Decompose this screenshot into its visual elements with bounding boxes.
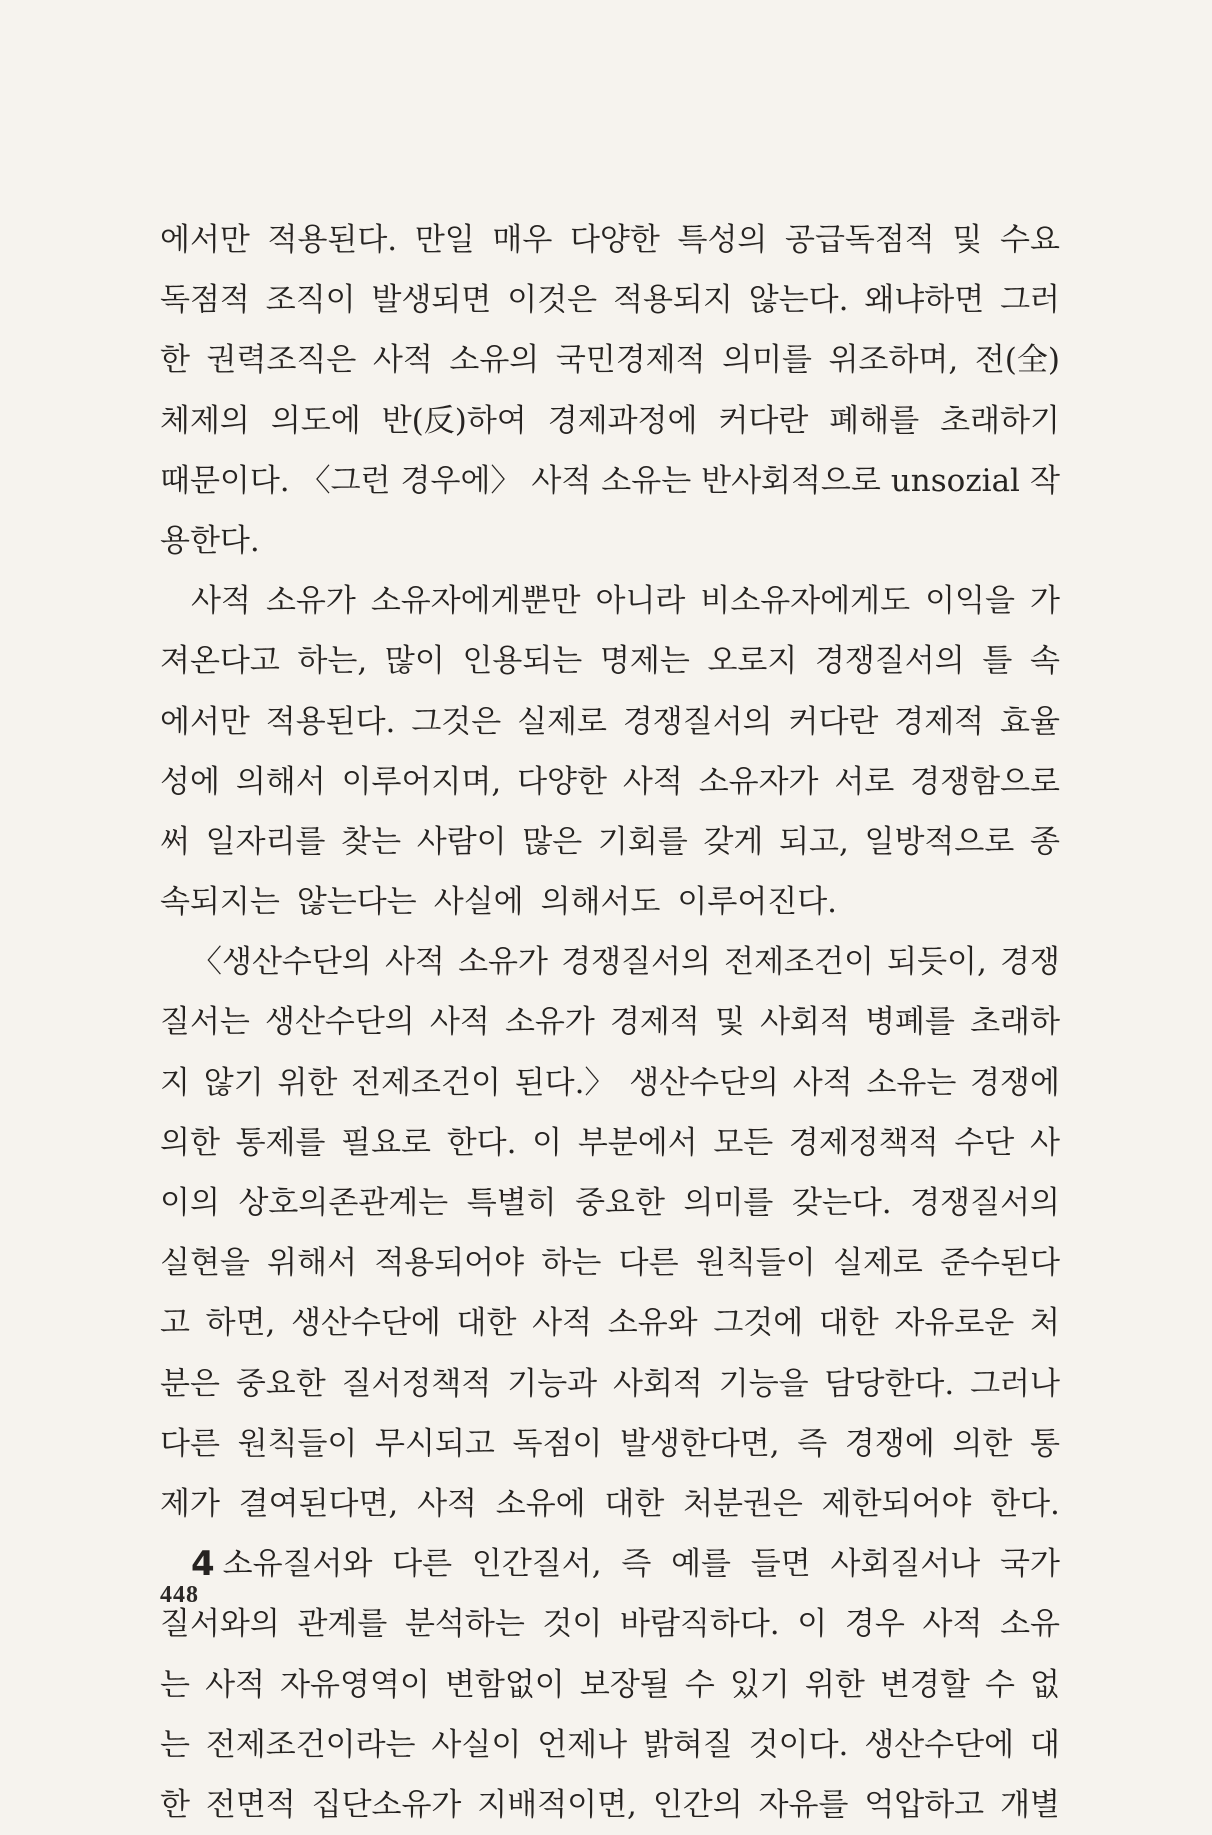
word: 소유는 [601,462,692,499]
word: 않는다. [748,282,849,319]
word: 소유 [1000,1606,1060,1643]
word: 경쟁에 [970,1064,1060,1101]
word: 질서는 [160,1004,250,1041]
word: 하는, [297,643,368,680]
word: 경우 [844,1606,905,1643]
word: 이 [532,1124,563,1161]
word: 자유영역이 [280,1666,430,1703]
word: 경제정책적 [788,1124,939,1161]
word: 지배적이면, [477,1786,637,1823]
word: 의해서 [235,763,326,800]
word: 부분에서 [577,1124,698,1161]
word: 처분권은 [683,1485,803,1522]
word: 다양한 [569,222,660,258]
word: 명제는 [599,643,690,680]
word: 경제적 [894,703,985,740]
word: 특성의 [677,222,768,258]
word: 사적 [922,1606,983,1643]
word: 〈생산수단의 [191,944,372,981]
text-line [160,1354,1060,1414]
word: 소유가 [458,944,548,981]
word: 비소유자에게도 [700,583,911,620]
word: 경우에〉 [400,462,522,499]
word: 적용된다. [265,703,396,740]
word: 경쟁질서의 [561,944,711,981]
word: 위한 [277,1064,338,1101]
word: 사적 [792,1064,853,1101]
word: 사적 [429,1004,490,1041]
word: 것이다. [748,1726,849,1763]
word: 사적 [384,944,445,981]
word: 효율 [1000,703,1060,740]
word: 다른 [160,1425,220,1462]
word: 대한 [456,1305,517,1342]
word: 그러 [1000,282,1060,319]
word: 〈그런 [299,462,391,499]
word: 의한 [160,1124,220,1161]
word: 다른 [392,1546,453,1583]
word: 경쟁질서의 [910,1185,1060,1221]
word: 발생한다면, [620,1425,780,1462]
word: 경쟁 [1000,944,1060,981]
section-first-line [160,1534,1060,1594]
word: 관계를 [297,1606,388,1643]
word: 이것은 [507,282,598,319]
word: 및 [714,1004,745,1041]
word: 적용되어야 [374,1245,525,1282]
word: 않기 [203,1064,264,1101]
word: 경쟁에 [844,1425,935,1462]
word: 갖게 [703,823,764,860]
word: 하는 [541,1245,602,1282]
word: 병폐를 [865,1004,955,1041]
word: 경쟁질서의 [814,643,965,680]
word: 이익을 [925,583,1015,620]
word: 것이 [542,1606,603,1643]
word: 특별히 [466,1185,557,1221]
word: 고 [160,1305,190,1342]
word: 국가 [1000,1546,1060,1583]
word: 생산수단의 [629,1064,779,1101]
word: 에서만 [160,703,250,740]
word: 권력조직은 [206,342,357,379]
word: 사적 [417,1485,477,1522]
text-line [160,1414,1060,1474]
word: 실제로 [833,1245,923,1282]
word: 인용되는 [462,643,583,680]
word: 자유를 [758,1786,849,1823]
word: 다른 [618,1245,679,1282]
word: 보장될 [579,1666,670,1703]
word: 이 [797,1606,828,1643]
word: 필요로 [341,1124,431,1161]
word: 전제조건이라는 [205,1726,416,1763]
word: 실제로 [517,703,607,740]
word: 인간질서, [471,1546,602,1583]
word: 한다. [990,1485,1060,1522]
text-line [160,1775,1060,1835]
word: 발생되면 [371,282,492,319]
word: 적용되지 [613,282,733,319]
word: 소유자에게뿐만 [370,583,581,620]
word: 한다. [446,1124,517,1161]
word: 수 [684,1666,715,1703]
word: 원칙들이 [237,1425,358,1462]
text-line [160,752,1060,812]
word: 한 [160,1786,190,1823]
text-line [160,812,1060,872]
word: 위한 [804,1666,865,1703]
text-line [160,692,1060,752]
word: 는 [160,1666,190,1703]
word: 즉 [797,1425,828,1462]
word: 사적 [622,763,683,800]
word: 그것에 [713,1305,804,1342]
word: 경제적 [609,1004,700,1041]
word: 에서만 [160,222,250,258]
word: 때문이다. [160,462,290,499]
text-line [160,872,1060,932]
word: 체제의 [160,402,250,439]
text-line [160,330,1060,390]
word: 만일 [414,222,475,258]
word: 소유의 [449,342,540,379]
word: 이의 [160,1185,220,1221]
text-line [160,1715,1060,1775]
text-line [160,1474,1060,1534]
word: 수요 [1000,222,1060,258]
text-line [160,571,1060,631]
word: 의미를 [722,342,812,379]
word: 가 [1029,583,1060,620]
word: 소유자가 [698,763,819,800]
word: 갖는다. [791,1185,892,1221]
word: 전제조건이 [724,944,874,981]
word: 한 [160,342,190,379]
text-line [160,1113,1060,1173]
word: 아니라 [595,583,686,620]
word: 많이 [384,643,445,680]
word: 대 [1030,1726,1060,1763]
word: 수단 [954,1124,1015,1161]
word: 있기 [729,1666,790,1703]
word: 실현을 [160,1245,250,1282]
word: 되고, [779,823,849,860]
word: 공급독점적 [785,222,935,258]
word: 사람이 [416,823,507,860]
word: 대한 [604,1485,665,1522]
text-line [160,270,1060,330]
word: 집단소유가 [311,1786,462,1823]
word: 는 [160,1726,190,1763]
word: 의도에 [270,402,361,439]
word: 무시되고 [375,1425,495,1462]
word: 속 [1030,643,1060,680]
word: 지 [160,1064,190,1101]
word: 경제과정에 [547,402,698,439]
word: 통 [1030,1425,1060,1462]
word: 생산수단에 [864,1726,1015,1763]
word: 결여된다면, [238,1485,399,1522]
word: 국민경제적 [555,342,706,379]
word: 의미를 [683,1185,774,1221]
word: 기능과 [507,1365,598,1402]
body-text [160,210,1060,1835]
word: 그러나 [970,1365,1060,1402]
word: 전면적 [205,1786,296,1823]
word: 사적 [532,1305,593,1342]
word: 초래하기 [940,402,1060,439]
word: 모든 [713,1124,774,1161]
word: 개별 [1000,1786,1060,1823]
word: 오로지 [707,643,798,680]
word: 반사회적으로 [701,462,881,499]
word: 사회질서나 [830,1546,981,1583]
word: 중요한 [575,1185,665,1221]
word: 없 [1030,1666,1060,1703]
word: 언제나 [537,1726,628,1763]
word: 위조하며, [828,342,959,379]
text-line [160,1173,1060,1233]
word: 경쟁함으로 [910,763,1060,800]
word: 제한되어야 [821,1485,972,1522]
word: unsozial [890,462,1020,499]
word: 기능을 [718,1365,809,1402]
word: 대한 [818,1305,879,1342]
word: 들면 [750,1546,811,1583]
word: 중요한 [235,1365,326,1402]
word: 인간의 [652,1786,743,1823]
word: 반(反)하여 [381,402,527,439]
word: 초래하 [970,1004,1060,1041]
word: 이루어지며, [341,763,502,800]
word: 및 [952,222,983,258]
page-number: 448 [160,1582,199,1608]
text-line [160,1293,1060,1353]
word: 예를 [671,1546,731,1583]
word: 사 [1029,1124,1060,1161]
text-line [160,451,1060,511]
word: 질서정책적 [341,1365,492,1402]
word: 서로 [834,763,895,800]
word: 자유로운 [894,1305,1015,1342]
word: 변함없이 [444,1666,565,1703]
word: 커다란 [718,402,809,439]
word: 그것은 [411,703,502,740]
word: 일자리를 [205,823,326,860]
word: 하면, [205,1305,276,1342]
word: 사적 [372,342,433,379]
word: 사적 [205,1666,265,1703]
word: 많은 [522,823,583,860]
word: 소유에 [495,1485,586,1522]
word: 져온다고 [160,643,280,680]
word: 전제조건이 [351,1064,501,1101]
word: 생산수단에 [291,1305,441,1342]
word: 억압하고 [864,1786,985,1823]
word: 분은 [160,1365,220,1402]
word: 독점이 [512,1425,603,1462]
section-number: 4 [191,1544,215,1585]
word: 준수된다 [940,1245,1060,1282]
word: 질서와의 [160,1606,280,1643]
text-line [160,1053,1060,1113]
word: 왜냐하면 [864,282,985,319]
word: 커다란 [788,703,879,740]
word: 소유는 [866,1064,957,1101]
word: 다양한 [517,763,607,800]
word: 않는다는 [296,884,417,921]
word: 소유와 [607,1305,698,1342]
word: 의한 [952,1425,1013,1462]
word: 작 [1029,462,1060,499]
text-line [160,1655,1060,1715]
word: 상호의존관계는 [238,1185,449,1221]
word: 찾는 [341,823,402,860]
word: 소유질서와 [222,1546,373,1583]
word: 사적 [531,462,592,499]
word: 경쟁질서의 [622,703,773,740]
text-line [160,1594,1060,1654]
word: 밝혀질 [642,1726,733,1763]
word: 사적 [191,583,251,620]
word: 틀 [982,643,1013,680]
text-line [223,1534,1060,1594]
word: 위해서 [267,1245,358,1282]
text-line [160,511,1060,571]
word: 변경할 [880,1666,970,1703]
word: 사회적 [760,1004,850,1041]
text-line [160,1233,1060,1293]
word: 사회적 [613,1365,703,1402]
text-line [160,932,1060,992]
word: 성에 [160,763,220,800]
word: 된다.〉 [514,1064,616,1101]
word: 생산수단의 [265,1004,415,1041]
word: 바람직하다. [620,1606,780,1643]
word: 사실이 [431,1726,522,1763]
word: 일방적으로 [864,823,1015,860]
word: 용한다. [160,522,260,559]
word: 이루어진다. [677,884,838,921]
text-line [160,391,1060,451]
text-line [160,631,1060,691]
word: 사실에 [433,884,524,921]
word: 독점적 [160,282,250,319]
word: 기회를 [597,823,688,860]
word: 담당한다. [824,1365,955,1402]
word: 속되지는 [160,884,280,921]
word: 매우 [492,222,553,258]
word: 통제를 [235,1124,326,1161]
text-line [160,992,1060,1052]
word: 써 [160,823,190,860]
word: 전(全) [974,342,1060,379]
word: 분석하는 [404,1606,525,1643]
word: 적용된다. [267,222,398,258]
word: 즉 [621,1546,652,1583]
word: 수 [984,1666,1015,1703]
text-line [160,210,1060,270]
word: 소유가 [504,1004,595,1041]
word: 조직이 [265,282,356,319]
word: 종 [1029,823,1060,860]
word: 폐해를 [829,402,920,439]
word: 되듯이, [887,944,987,981]
word: 의해서도 [540,884,661,921]
word: 제가 [160,1485,220,1522]
word: 소유가 [265,583,356,620]
word: 처 [1029,1305,1060,1342]
word: 원칙들이 [695,1245,816,1282]
